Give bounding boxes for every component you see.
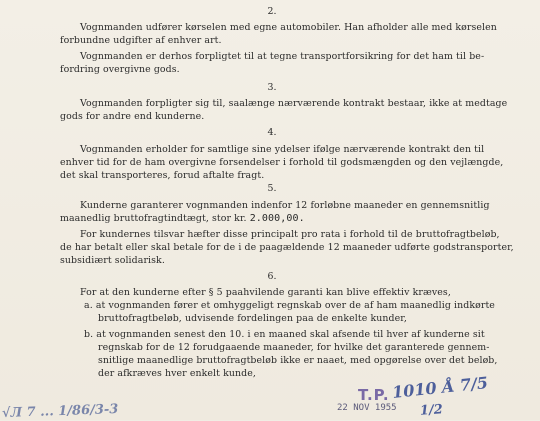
- section-3-line-2: gods for andre end kunderne.: [60, 111, 205, 122]
- section-5-line-1: Kunderne garanterer vognmanden indenfor 12 forløbne maaneder en gennemsnitlig: [80, 200, 490, 211]
- section-5-line-2-text: maanedlig bruttofragtindtægt, stor kr.: [60, 213, 247, 224]
- handwritten-fraction: 1/2: [419, 402, 444, 419]
- handwritten-reference: 1010 Å 7/5: [391, 373, 489, 402]
- section-3-line-1: Vognmanden forpligter sig til, saalænge nærværende kontrakt bestaar, ikke at medtage: [80, 98, 508, 109]
- section-5-line-3: For kundernes tilsvar hæfter disse principalt pro rata i forhold til de bruttofragtbeløb,: [80, 229, 500, 240]
- section-number-5: 5.: [267, 183, 277, 194]
- section-2-line-4: fordring overgivne gods.: [60, 64, 180, 75]
- section-4-line-3: det skal transporteres, forud aftalte fragt.: [60, 170, 265, 181]
- section-6-item-a-line-1: a. at vognmanden fører et omhyggeligt regnskab over de af ham maanedlig indkørte: [84, 300, 495, 311]
- section-2-line-2: forbundne udgifter af enhver art.: [60, 35, 222, 46]
- section-6-line-1: For at den kunderne efter § 5 paahvilende garanti kan blive effektiv kræves,: [80, 287, 451, 298]
- section-6-item-b-line-2: regnskab for de 12 forudgaaende maaneder, for hvilke det garanterede gennem-: [98, 342, 490, 353]
- section-2-line-3: Vognmanden er derhos forpligtet til at tegne transportforsikring for det ham til be-: [80, 51, 485, 62]
- date-stamp: 22 NOV 1955: [337, 403, 397, 413]
- section-4-line-1: Vognmanden erholder for samtlige sine ydelser ifølge nærværende kontrakt den til: [80, 144, 485, 155]
- section-5-line-5: subsidiært solidarisk.: [60, 255, 165, 266]
- section-5-line-4: de har betalt eller skal betale for de i de paagældende 12 maaneder udførte godstransporter,: [60, 242, 514, 253]
- section-number-3: 3.: [267, 82, 277, 93]
- guarantee-amount: 2.000,00.: [249, 213, 305, 224]
- section-6-item-b-line-3: snitlige maanedlige bruttofragtbeløb ikke er naaet, med opgørelse over det beløb,: [98, 355, 498, 366]
- section-number-2: 2.: [267, 6, 277, 17]
- section-5-line-2: [60, 213, 305, 224]
- section-number-4: 4.: [267, 127, 277, 138]
- tp-stamp: T.P.: [358, 386, 390, 404]
- section-6-item-a-line-2: bruttofragtbeløb, udvisende fordelingen paa de enkelte kunder,: [98, 313, 407, 324]
- section-6-item-b-line-4: der afkræves hver enkelt kunde,: [98, 368, 256, 379]
- handwritten-note-left: √Л 7 ... 1/86/3-3: [1, 401, 119, 421]
- section-2-line-1: Vognmanden udfører kørselen med egne automobiler. Han afholder alle med kørselen: [80, 22, 497, 33]
- section-number-6: 6.: [267, 271, 277, 282]
- section-6-item-b-line-1: b. at vognmanden senest den 10. i en maaned skal afsende til hver af kunderne sit: [84, 329, 485, 340]
- section-4-line-2: enhver tid for de ham overgivne forsendelser i forhold til godsmængden og den vejlængde,: [60, 157, 504, 168]
